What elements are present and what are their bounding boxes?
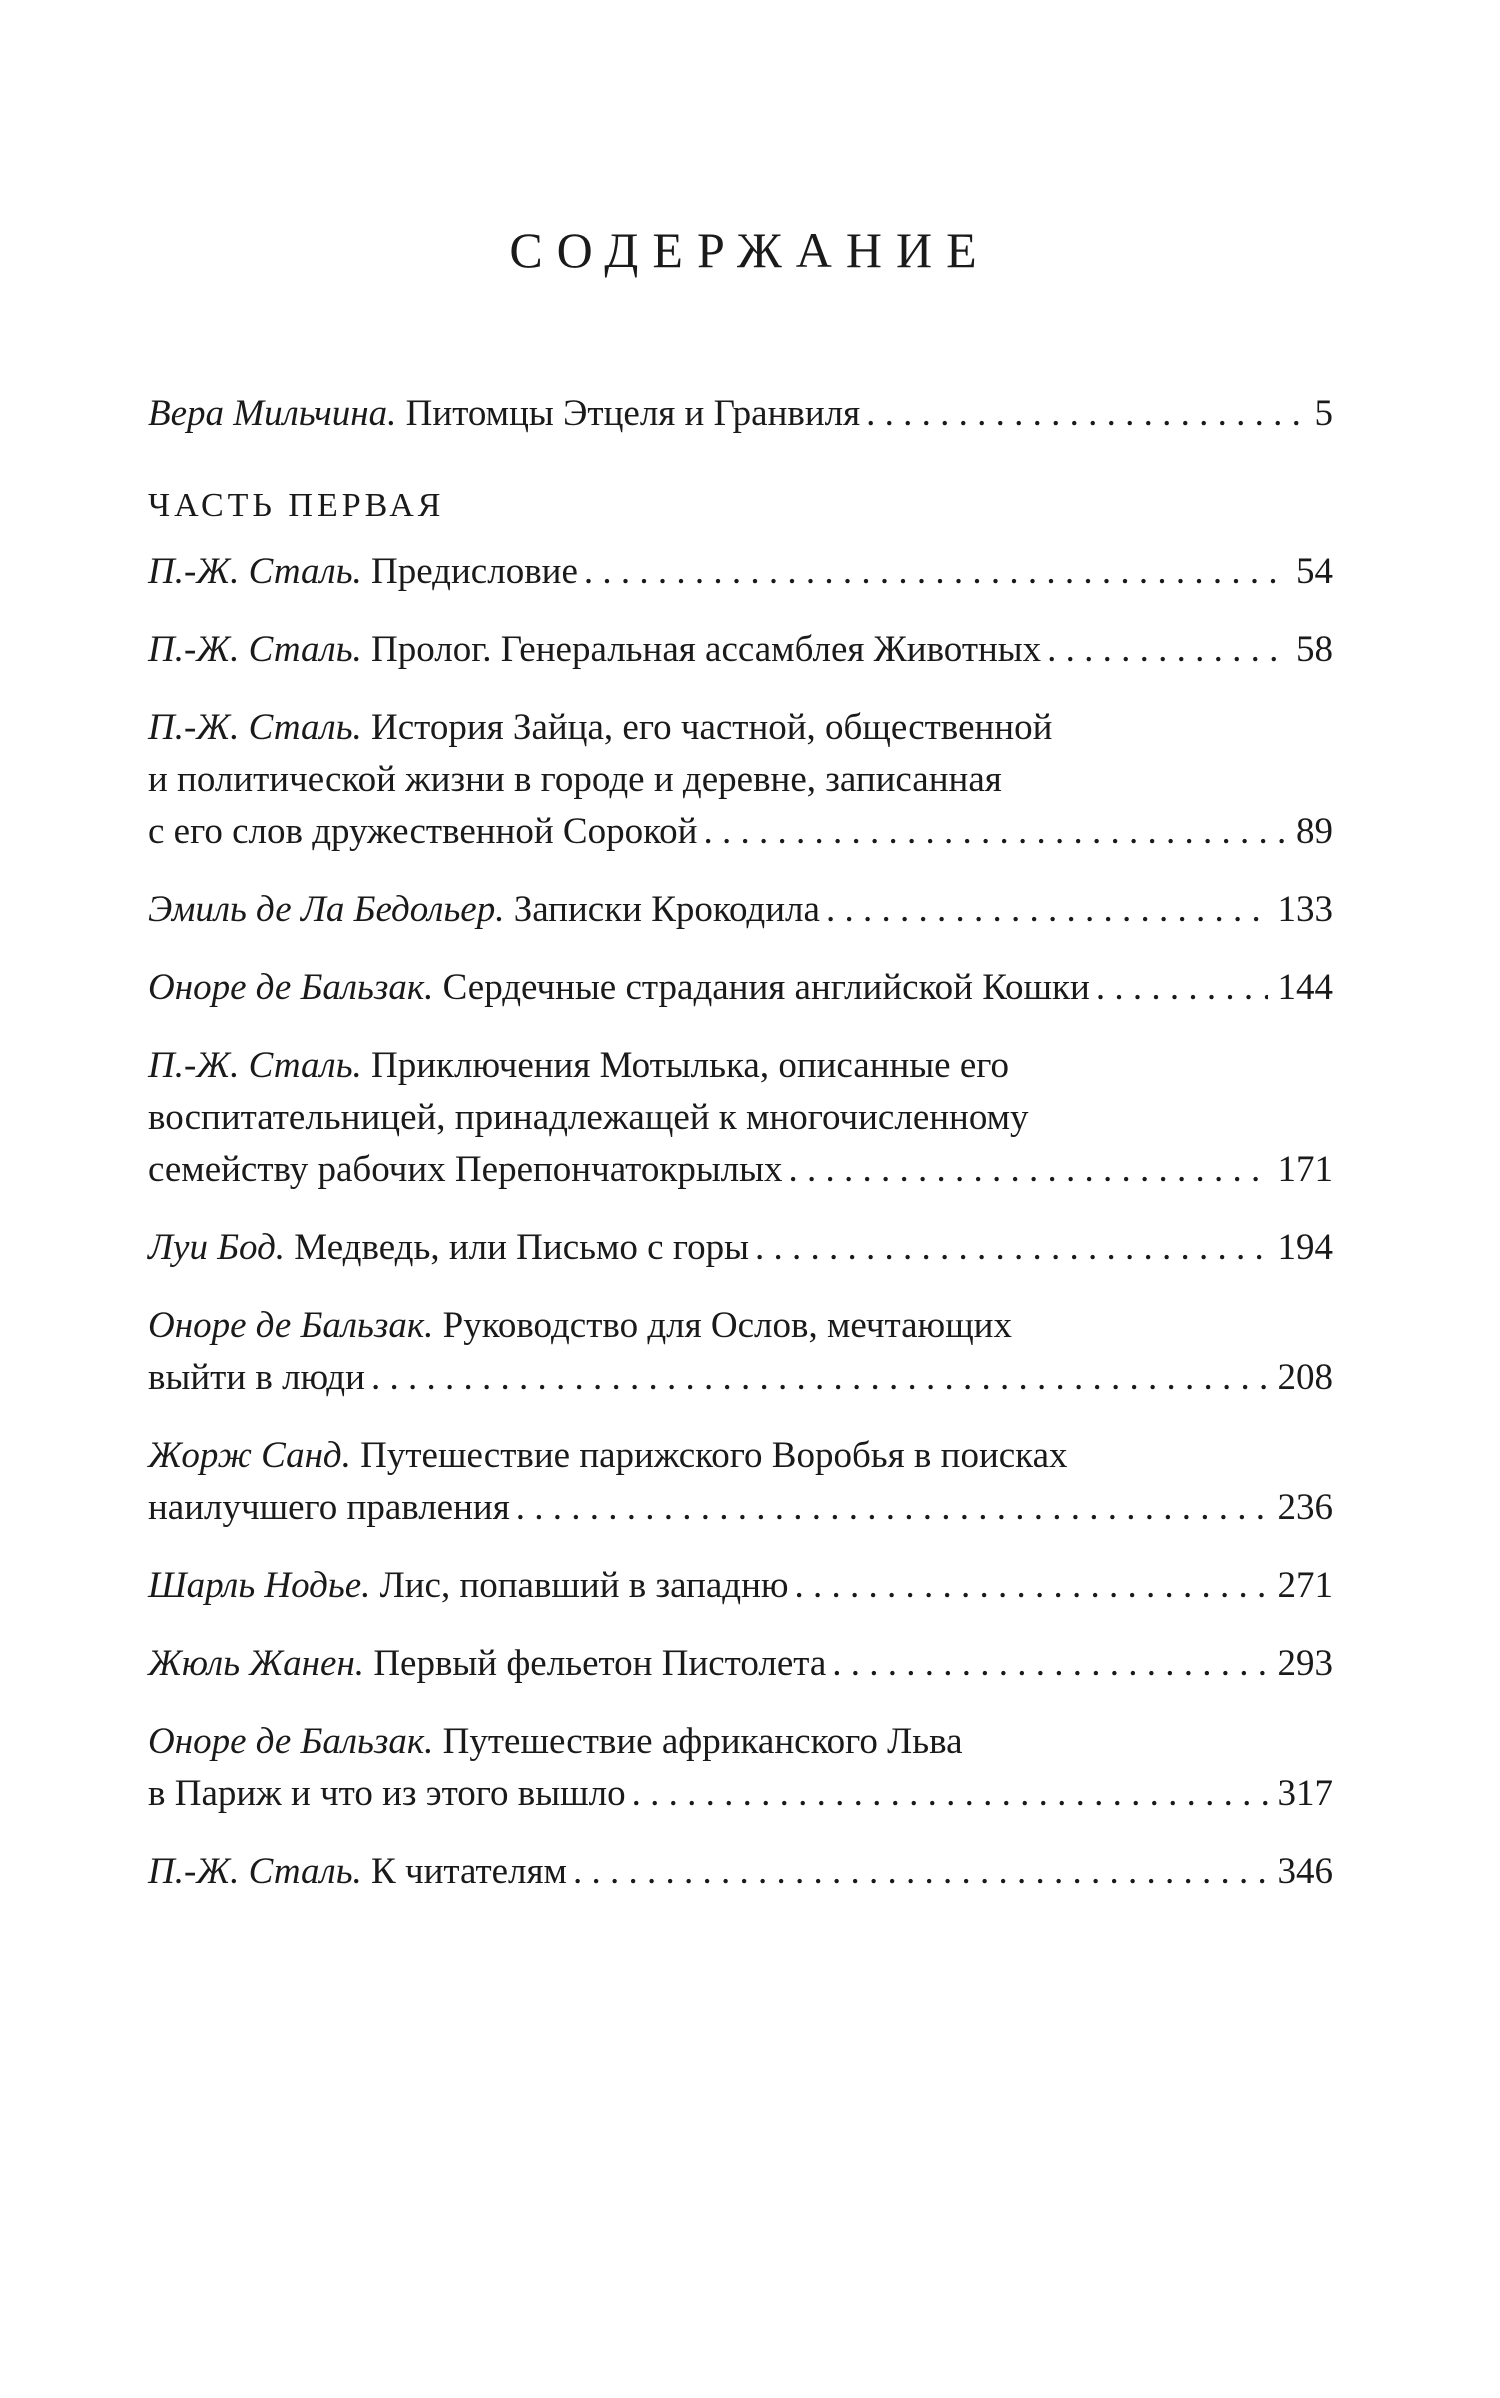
- entry-first-line: [148, 1040, 1333, 1092]
- entry-title: Записки Крокодила: [504, 889, 820, 930]
- entry-title-part: Руководство для Ослов, мечтающих: [433, 1305, 1012, 1346]
- toc-entry[interactable]: [148, 546, 1333, 598]
- toc-entry[interactable]: [148, 1222, 1333, 1274]
- entry-title-part: История Зайца, его частной, общественной: [361, 707, 1053, 748]
- entry-title: К читателям: [361, 1851, 567, 1892]
- entry-page-number: 5: [1314, 393, 1333, 434]
- entry-author: П.-Ж. Сталь.: [148, 551, 362, 592]
- table-of-contents: [148, 388, 1333, 1924]
- toc-entry[interactable]: [148, 884, 1333, 936]
- entry-author: П.-Ж. Сталь.: [148, 629, 362, 670]
- entry-title: Медведь, или Письмо с горы: [285, 1227, 749, 1268]
- toc-entries: [148, 546, 1333, 1898]
- toc-entry[interactable]: [148, 1716, 1333, 1820]
- toc-entry[interactable]: [148, 1846, 1333, 1898]
- entry-page-number: 171: [1277, 1149, 1333, 1190]
- leader-dots: [632, 1768, 1268, 1820]
- entry-first-line: [148, 1430, 1333, 1482]
- page-title: СОДЕРЖАНИЕ: [509, 222, 991, 278]
- entry-author: Оноре де Бальзак.: [148, 1305, 434, 1346]
- leader-dots: [703, 806, 1286, 858]
- leader-dots: [755, 1222, 1268, 1274]
- entry-page-number: 208: [1277, 1357, 1333, 1398]
- leader-dots: [789, 1144, 1268, 1196]
- toc-entry[interactable]: [148, 1040, 1333, 1196]
- entry-author: Вера Мильчина.: [148, 393, 397, 434]
- entry-author: Жюль Жанен.: [148, 1643, 365, 1684]
- entry-page-number: 293: [1277, 1643, 1333, 1684]
- entry-title: в Париж и что из этого вышло: [148, 1773, 626, 1814]
- toc-entry[interactable]: [148, 1560, 1333, 1612]
- entry-page-number: 346: [1277, 1851, 1333, 1892]
- entry-title-line: воспитательницей, принадлежащей к многочисленному: [148, 1097, 1029, 1138]
- leader-dots: [832, 1638, 1267, 1690]
- entry-title: семейству рабочих Перепончатокрылых: [148, 1149, 783, 1190]
- entry-page-number: 133: [1277, 889, 1333, 930]
- entry-author: П.-Ж. Сталь.: [148, 707, 362, 748]
- leader-dots: [795, 1560, 1268, 1612]
- entry-title: Лис, попавший в западню: [370, 1565, 789, 1606]
- entry-page-number: 54: [1296, 551, 1333, 592]
- leader-dots: [371, 1352, 1268, 1404]
- entry-title-part: Путешествие африканского Льва: [433, 1721, 963, 1762]
- toc-entry[interactable]: [148, 624, 1333, 676]
- entry-author: Оноре де Бальзак.: [148, 967, 434, 1008]
- toc-entry[interactable]: [148, 702, 1333, 858]
- entry-title: Первый фельетон Пистолета: [364, 1643, 827, 1684]
- entry-page-number: 236: [1277, 1487, 1333, 1528]
- leader-dots: [584, 546, 1286, 598]
- entry-author: Оноре де Бальзак.: [148, 1721, 434, 1762]
- entry-page-number: 89: [1296, 811, 1333, 852]
- leader-dots: [573, 1846, 1268, 1898]
- toc-entry[interactable]: [148, 962, 1333, 1014]
- entry-author: П.-Ж. Сталь.: [148, 1045, 362, 1086]
- toc-entry[interactable]: [148, 1300, 1333, 1404]
- entry-author: П.-Ж. Сталь.: [148, 1851, 362, 1892]
- entry-title: Предисловие: [361, 551, 578, 592]
- toc-entry[interactable]: [148, 1430, 1333, 1534]
- entry-page-number: 144: [1277, 967, 1333, 1008]
- entry-title: с его слов дружественной Сорокой: [148, 811, 698, 852]
- entry-page-number: 194: [1277, 1227, 1333, 1268]
- entry-title-part: Приключения Мотылька, описанные его: [361, 1045, 1010, 1086]
- entry-title: выйти в люди: [148, 1357, 365, 1398]
- entry-author: Жорж Санд.: [148, 1435, 351, 1476]
- entry-title-part: Путешествие парижского Воробья в поисках: [350, 1435, 1068, 1476]
- entry-page-number: 317: [1277, 1773, 1333, 1814]
- entry-author: Эмиль де Ла Бедольер.: [148, 889, 505, 930]
- entry-first-line: [148, 702, 1333, 754]
- entry-page-number: 271: [1277, 1565, 1333, 1606]
- entry-author: Шарль Нодье.: [148, 1565, 371, 1606]
- leader-dots: [1096, 962, 1268, 1014]
- entry-title: наилучшего правления: [148, 1487, 510, 1528]
- leader-dots: [866, 388, 1304, 440]
- toc-entry[interactable]: [148, 1638, 1333, 1690]
- entry-page-number: 58: [1296, 629, 1333, 670]
- entry-first-line: [148, 1716, 1333, 1768]
- entry-author: Луи Бод.: [148, 1227, 286, 1268]
- section-title: ЧАСТЬ ПЕРВАЯ: [148, 487, 445, 524]
- entry-title: Пролог. Генеральная ассамблея Животных: [361, 629, 1042, 670]
- entry-title-line: и политической жизни в городе и деревне, записанная: [148, 759, 1002, 800]
- entry-title: Питомцы Этцеля и Гранвиля: [396, 393, 861, 434]
- entry-first-line: [148, 1300, 1333, 1352]
- leader-dots: [826, 884, 1268, 936]
- leader-dots: [1047, 624, 1286, 676]
- entry-title: Сердечные страдания английской Кошки: [433, 967, 1090, 1008]
- leader-dots: [516, 1482, 1268, 1534]
- toc-entry-intro[interactable]: [148, 388, 1333, 440]
